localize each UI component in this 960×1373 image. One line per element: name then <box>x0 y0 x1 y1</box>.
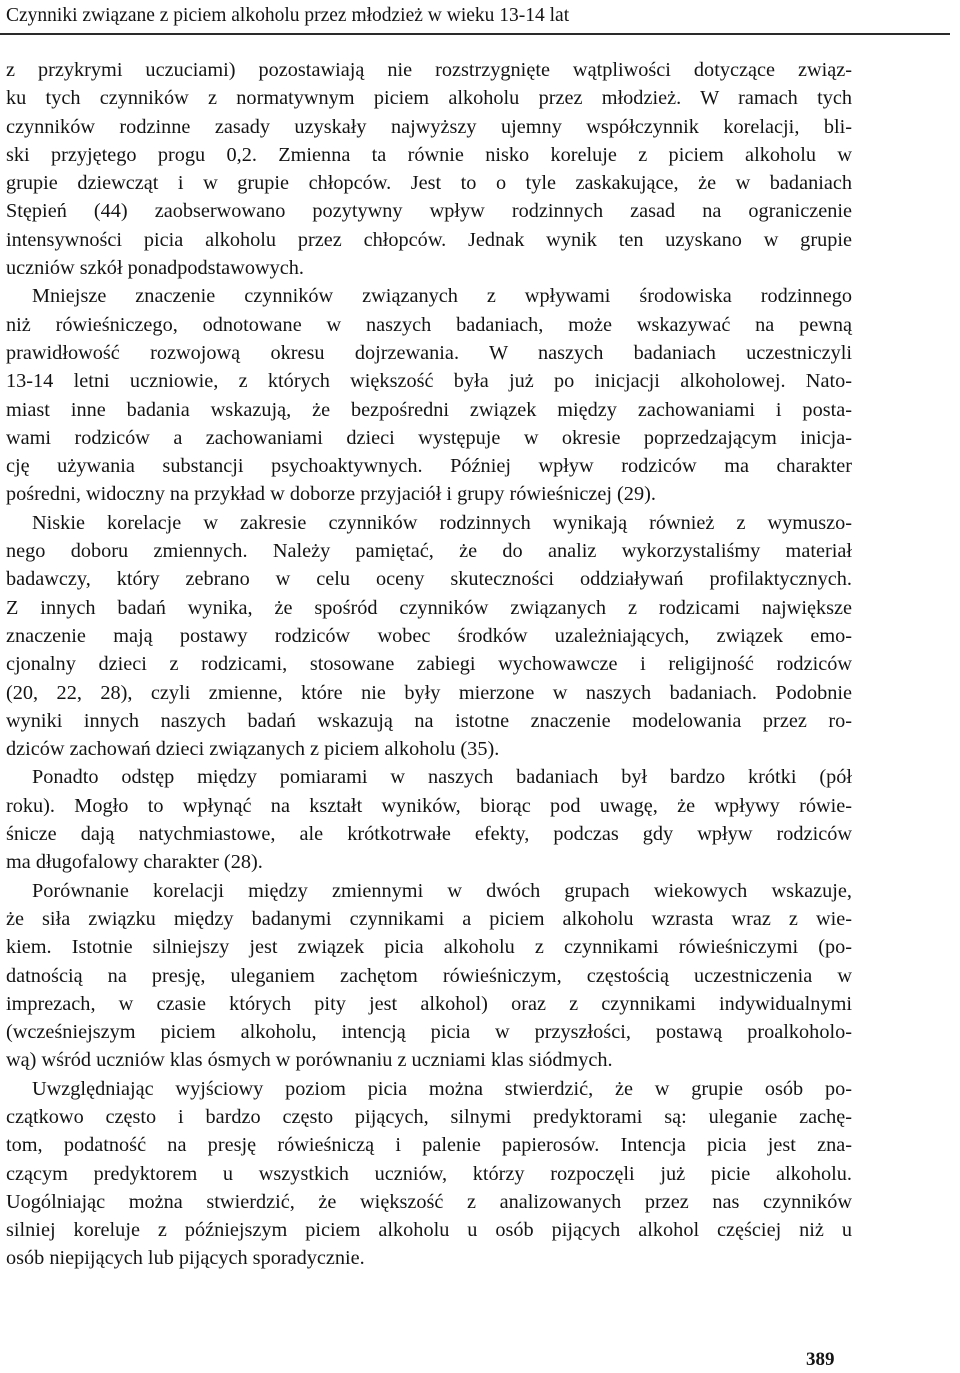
text-line: prawidłowość rozwojową okresu dojrzewania. W naszych badaniach uczestniczyli <box>6 341 852 364</box>
page-number: 389 <box>806 1349 835 1370</box>
text-line: osób niepijących lub pijących sporadycznie. <box>6 1247 365 1270</box>
text-line: cję używania substancji psychoaktywnych. Później wpływ rodziców ma charakter <box>6 455 852 478</box>
text-line: badawczy, który zebrano w celu oceny skuteczności oddziaływań profilaktycznych. <box>6 568 852 591</box>
text-line: znaczenie mają postawy rodziców wobec środków uzależniających, związek emo- <box>6 624 852 647</box>
text-line: ku tych czynników z normatywnym piciem alkoholu przez młodzież. W ramach tych <box>6 87 852 110</box>
text-line: (wcześniejszym piciem alkoholu, intencją picia w przyszłości, postawą proalkoholo- <box>6 1021 852 1044</box>
text-line: Stępień (44) zaobserwowano pozytywny wpływ rodzinnych zasad na ograniczenie <box>6 200 852 223</box>
text-line: dziców zachowań dzieci związanych z piciem alkoholu (35). <box>6 738 500 761</box>
text-line: czątkowo często i bardzo często pijących, silnymi predyktorami są: uleganie zachę- <box>6 1105 852 1128</box>
text-line: datnością na presję, uleganiem zachętom rówieśniczym, częstością uczestniczenia w <box>6 964 852 987</box>
body-text <box>6 56 852 1273</box>
text-line: z przykrymi uczuciami) pozostawiają nie rozstrzygnięte wątpliwości dotyczące związ- <box>6 59 852 81</box>
text-line: niż rówieśniczego, odnotowane w naszych badaniach, może wskazywać na pewną <box>6 313 852 336</box>
running-header: Czynniki związane z piciem alkoholu przez młodzież w wieku 13-14 lat <box>6 5 570 26</box>
text-line: że siła związku między badanymi czynnikami a piciem alkoholu wzrasta wraz z wie- <box>6 907 852 930</box>
text-line: silniej koreluje z późniejszym piciem alkoholu u osób pijących alkohol częściej niż u <box>6 1219 852 1242</box>
text-line: cjonalny dzieci z rodzicami, stosowane zabiegi wychowawcze i religijność rodziców <box>6 653 852 676</box>
text-line: Niskie korelacje w zakresie czynników rodzinnych wynikają również z wymuszo- <box>32 511 852 534</box>
text-line: imprezach, w czasie których pity jest alkohol) oraz z czynnikami indywidualnymi <box>6 992 852 1015</box>
text-line: Z innych badań wynika, że spośród czynników związanych z rodzicami największe <box>6 596 852 619</box>
text-line: ski przyjętego progu 0,2. Zmienna ta równie nisko koreluje z piciem alkoholu w <box>6 143 852 166</box>
text-line: pośredni, widoczny na przykład w doborze przyjaciół i grupy rówieśniczej (29). <box>6 483 656 506</box>
text-line: Porównanie korelacji między zmiennymi w dwóch grupach wiekowych wskazuje, <box>32 879 852 902</box>
text-line: grupie dziewcząt i w grupie chłopców. Jest to o tyle zaskakujące, że w badaniach <box>6 172 852 195</box>
text-line: intensywności picia alkoholu przez chłopców. Jednak wynik ten uzyskano w grupie <box>6 228 852 251</box>
text-line: Uogólniając można stwierdzić, że większość z analizowanych przez nas czynników <box>6 1190 852 1213</box>
text-line: ma długofalowy charakter (28). <box>6 851 263 874</box>
text-line: wyniki innych naszych badań wskazują na istotne znaczenie modelowania przez ro- <box>6 709 852 732</box>
text-line: Uwzględniając wyjściowy poziom picia można stwierdzić, że w grupie osób po- <box>32 1077 852 1100</box>
text-line: miast inne badania wskazują, że bezpośredni związek między zachowaniami i posta- <box>6 398 852 421</box>
text-line: czącym predyktorem u wszystkich uczniów, którzy rozpoczęli już picie alkoholu. <box>6 1162 852 1185</box>
text-line: czynników rodzinne zasady uzyskały najwyższy ujemny współczynnik korelacji, bli- <box>6 115 852 138</box>
header-rule <box>0 33 950 35</box>
text-line: tom, podatność na presję rówieśniczą i palenie papierosów. Intencja picia jest zna- <box>6 1134 852 1157</box>
text-line: wą) wśród uczniów klas ósmych w porównaniu z uczniami klas siódmych. <box>6 1049 613 1072</box>
text-line: Mniejsze znaczenie czynników związanych z wpływami środowiska rodzinnego <box>32 285 852 308</box>
text-line: Ponadto odstęp między pomiarami w naszych badaniach był bardzo krótki (pół <box>32 766 852 789</box>
text-line: kiem. Istotnie silniejszy jest związek picia alkoholu z czynnikami rówieśniczymi (po- <box>6 936 852 959</box>
text-line: (20, 22, 28), czyli zmienne, które nie były mierzone w naszych badaniach. Podobnie <box>6 681 852 704</box>
text-line: śnicze dają natychmiastowe, ale krótkotrwałe efekty, podczas gdy wpływ rodziców <box>6 823 852 846</box>
text-line: uczniów szkół ponadpodstawowych. <box>6 257 304 280</box>
text-line: roku). Mogło to wpłynąć na kształt wyników, biorąc pod uwagę, że wpływy rówie- <box>6 794 852 817</box>
text-line: 13-14 letni uczniowie, z których większość była już po inicjacji alkoholowej. Nato- <box>6 370 852 393</box>
text-line: wami rodziców a zachowaniami dzieci występuje w okresie poprzedzającym inicja- <box>6 426 852 449</box>
text-line: nego doboru zmiennych. Należy pamiętać, że do analiz wykorzystaliśmy materiał <box>6 540 852 563</box>
